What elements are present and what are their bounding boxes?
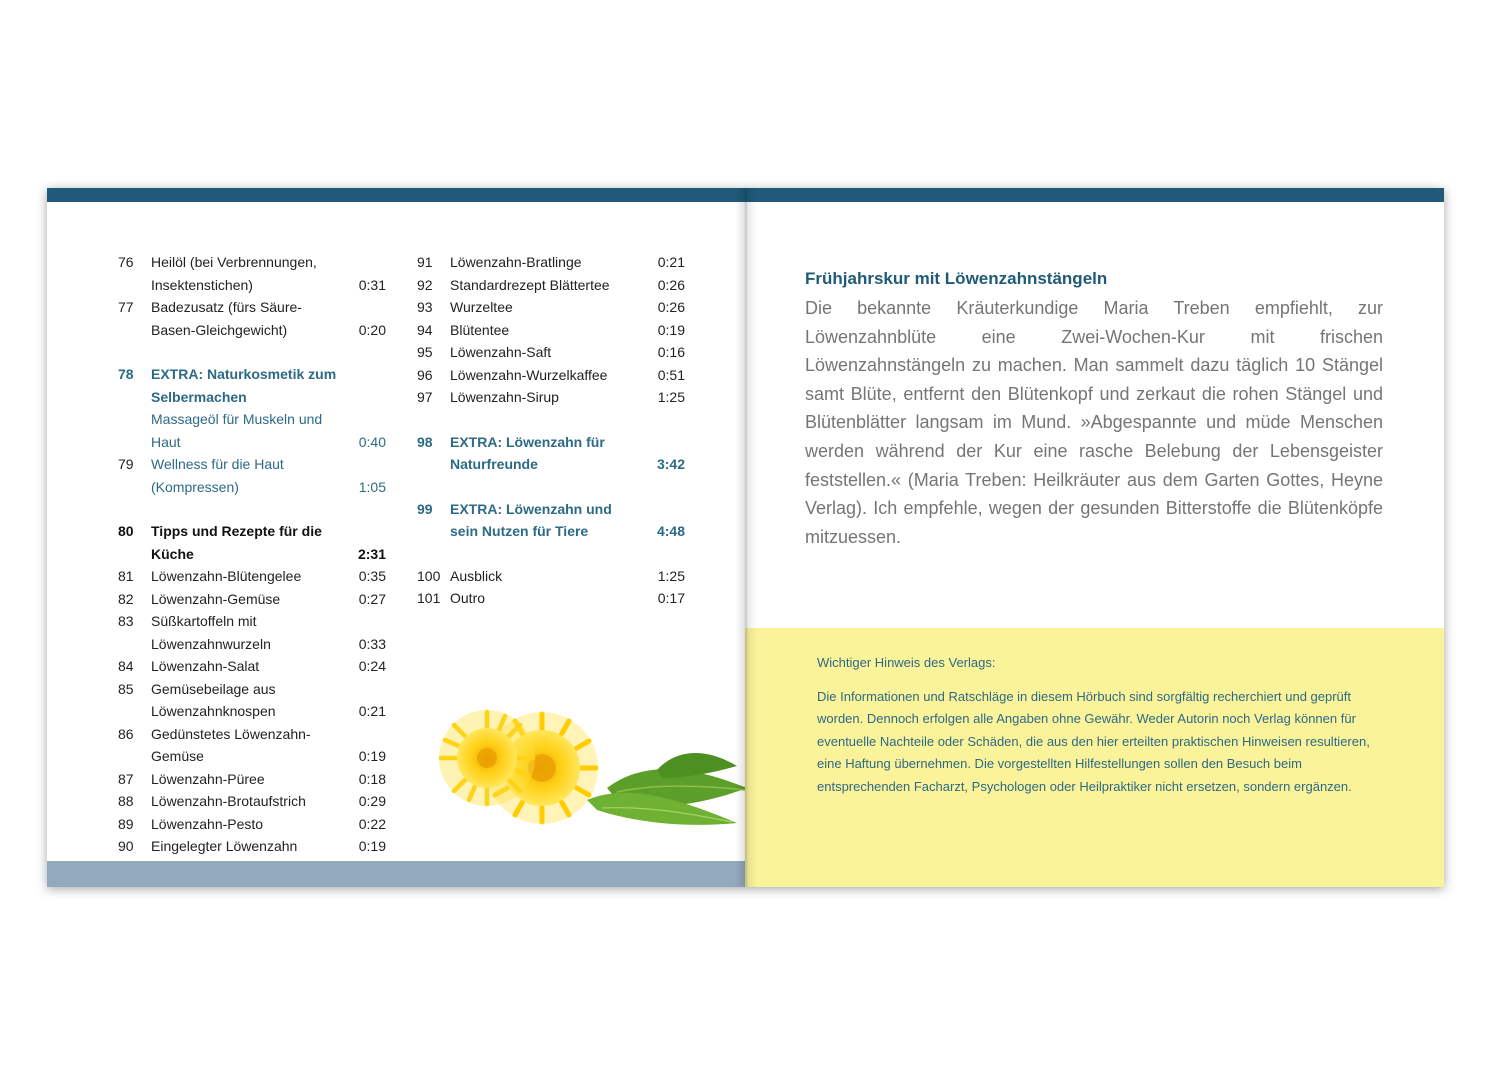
publisher-notice-box — [745, 628, 1444, 887]
track-title: Standardrezept Blättertee — [450, 276, 610, 293]
track-row — [118, 408, 386, 453]
track-row — [417, 364, 685, 387]
track-number: 88 — [118, 793, 134, 809]
track-row — [118, 251, 386, 296]
track-duration: 0:17 — [657, 590, 685, 606]
track-number: 89 — [118, 815, 134, 832]
track-duration: 0:18 — [358, 770, 386, 787]
track-title: Löwenzahn-Gemüse — [151, 590, 281, 607]
track-number: 94 — [417, 321, 433, 338]
track-duration: 0:20 — [358, 321, 386, 338]
track-row — [417, 587, 685, 610]
track-row — [118, 565, 386, 588]
track-duration: 0:21 — [358, 703, 386, 719]
track-number: 87 — [118, 770, 134, 787]
track-row — [118, 588, 386, 611]
track-title: Ausblick — [450, 567, 503, 584]
track-list-column-1 — [118, 251, 386, 858]
track-duration: 3:42 — [656, 456, 685, 472]
track-number: 83 — [118, 613, 134, 629]
track-number: 85 — [118, 680, 134, 697]
article-body: Die bekannte Kräuterkundige Maria Treben empfiehlt, zur Löwenzahnblüte eine Zwei-Wochen-Kur mit frischen Löwenzahnstängeln zu machen. Man sammelt dazu täglich 10 Stängel samt Blüte, entfernt den Blütenkopf und zerkaut die rohen Stängel und Blütenblätter langsam im Mund. »Abgespannte und müde Menschen werden während der Kur eine rasche Belebung der Lebensgeister feststellen.« (Maria Treben: Heilkräuter aus dem Garten Gottes, Heyne Verlag). Ich empfehle, wegen der gesunden Bitterstoffe die Blütenköpfe mitzuessen. — [805, 298, 1383, 547]
track-duration: 0:31 — [358, 276, 386, 293]
track-number: 92 — [417, 276, 433, 293]
track-number: 95 — [417, 344, 433, 360]
right-page — [745, 188, 1444, 887]
track-title: Heilöl (bei Verbrennungen, Insektenstichen) — [151, 254, 317, 293]
spine-gutter — [735, 188, 757, 887]
track-row — [118, 835, 386, 858]
track-duration: 0:19 — [358, 748, 386, 764]
track-number: 90 — [118, 838, 134, 854]
track-title: EXTRA: Löwenzahn für Naturfreunde — [450, 433, 605, 472]
track-number: 77 — [118, 299, 134, 315]
article — [805, 268, 1383, 551]
track-duration: 0:26 — [657, 276, 685, 293]
track-number: 99 — [417, 500, 433, 517]
track-number: 97 — [417, 389, 433, 405]
track-duration: 0:51 — [657, 366, 685, 383]
track-title: Löwenzahn-Blütengelee — [151, 568, 302, 584]
track-row — [118, 678, 386, 723]
track-row — [417, 431, 685, 476]
track-duration: 0:22 — [358, 815, 386, 832]
track-title: Gemüsebeilage aus Löwenzahnknospen — [151, 680, 276, 719]
track-number: 76 — [118, 254, 134, 270]
left-page — [47, 188, 745, 887]
track-duration: 1:25 — [657, 389, 685, 405]
track-title: Outro — [450, 590, 486, 606]
track-number: 101 — [417, 590, 441, 606]
track-row — [417, 274, 685, 297]
track-row — [118, 655, 386, 678]
track-row — [417, 341, 685, 364]
track-title: Löwenzahn-Salat — [151, 658, 260, 674]
track-title: Wellness für die Haut (Kompressen) — [151, 456, 284, 495]
track-number: 98 — [417, 433, 433, 450]
track-duration: 0:40 — [358, 433, 386, 450]
track-row — [417, 565, 685, 588]
track-row — [417, 296, 685, 319]
track-row — [118, 768, 386, 791]
track-duration: 0:35 — [358, 568, 386, 584]
track-duration: 2:31 — [357, 545, 386, 562]
track-number: 78 — [118, 366, 134, 382]
track-title: Löwenzahn-Püree — [151, 770, 265, 787]
article-heading: Frühjahrskur mit Löwenzahnstängeln — [805, 269, 1108, 288]
track-duration: 0:26 — [657, 299, 685, 315]
track-title: Tipps und Rezepte für die Küche — [151, 523, 322, 562]
track-number: 86 — [118, 725, 134, 742]
track-title: Wurzeltee — [450, 299, 513, 315]
track-list-column-2 — [417, 251, 685, 610]
track-number: 91 — [417, 254, 433, 270]
track-title: Massageöl für Muskeln und Haut — [151, 411, 323, 450]
track-row — [417, 319, 685, 342]
track-duration: 0:19 — [358, 838, 386, 854]
track-row — [118, 363, 386, 408]
track-duration: 0:19 — [657, 321, 685, 338]
track-number: 80 — [118, 523, 134, 539]
track-title: Löwenzahn-Pesto — [151, 815, 264, 832]
track-duration: 1:05 — [358, 478, 386, 495]
track-title: Löwenzahn-Sirup — [450, 389, 559, 405]
track-row — [118, 813, 386, 836]
top-color-bar-left — [47, 188, 745, 202]
track-duration: 0:21 — [657, 254, 685, 270]
track-row — [417, 251, 685, 274]
track-title: Blütentee — [450, 321, 510, 338]
track-duration: 0:16 — [657, 344, 685, 360]
track-duration: 4:48 — [656, 523, 685, 539]
track-number: 79 — [118, 456, 134, 472]
track-title: Süßkartoffeln mit Löwenzahnwurzeln — [151, 613, 271, 652]
bottom-color-bar-left — [47, 861, 745, 887]
track-title: Löwenzahn-Wurzelkaffee — [450, 366, 608, 383]
track-number: 100 — [417, 567, 441, 584]
track-row — [118, 520, 386, 565]
track-title: Eingelegter Löwenzahn — [151, 838, 298, 854]
track-row — [118, 453, 386, 498]
track-number: 84 — [118, 658, 134, 674]
track-number: 82 — [118, 590, 134, 607]
booklet-spread — [47, 188, 1444, 887]
track-row — [417, 386, 685, 409]
track-duration: 1:25 — [657, 567, 685, 584]
track-row — [118, 790, 386, 813]
dandelion-flowers-icon — [437, 688, 747, 848]
track-title: EXTRA: Löwenzahn und sein Nutzen für Tiere — [450, 500, 612, 539]
track-title: Löwenzahn-Saft — [450, 344, 552, 360]
publisher-notice — [817, 652, 1387, 798]
notice-title: Wichtiger Hinweis des Verlags: — [817, 655, 996, 670]
track-row — [118, 296, 386, 341]
track-duration: 0:33 — [358, 635, 386, 652]
notice-body: Die Informationen und Ratschläge in diesem Hörbuch sind sorgfältig recherchiert und geprüft worden. Dennoch erfolgen alle Angaben ohne Gewähr. Weder Autorin noch Verlag können für eventuelle Nachteile oder Schäden, die aus den hier erteilten praktischen Hinweisen resultieren, eine Haftung übernehmen. Die vorgestellten Hilfestellungen sollen den Besuch beim entsprechenden Facharzt, Psychologen oder Heilpraktiker nicht ersetzen, sondern ergänzen. — [817, 688, 1370, 794]
track-number: 81 — [118, 568, 134, 584]
track-title: EXTRA: Naturkosmetik zum Selbermachen — [151, 366, 337, 405]
track-title: Gedünstetes Löwenzahn-Gemüse — [151, 725, 311, 764]
track-title: Badezusatz (fürs Säure-Basen-Gleichgewicht) — [151, 299, 302, 338]
track-duration: 0:24 — [358, 658, 386, 674]
track-duration: 0:27 — [358, 590, 386, 607]
track-title: Löwenzahn-Bratlinge — [450, 254, 582, 270]
track-row — [118, 610, 386, 655]
track-row — [417, 498, 685, 543]
track-row — [118, 723, 386, 768]
track-number: 93 — [417, 299, 433, 315]
top-color-bar-right — [745, 188, 1444, 202]
track-title: Löwenzahn-Brotaufstrich — [151, 793, 306, 809]
track-duration: 0:29 — [358, 793, 386, 809]
track-number: 96 — [417, 366, 433, 383]
